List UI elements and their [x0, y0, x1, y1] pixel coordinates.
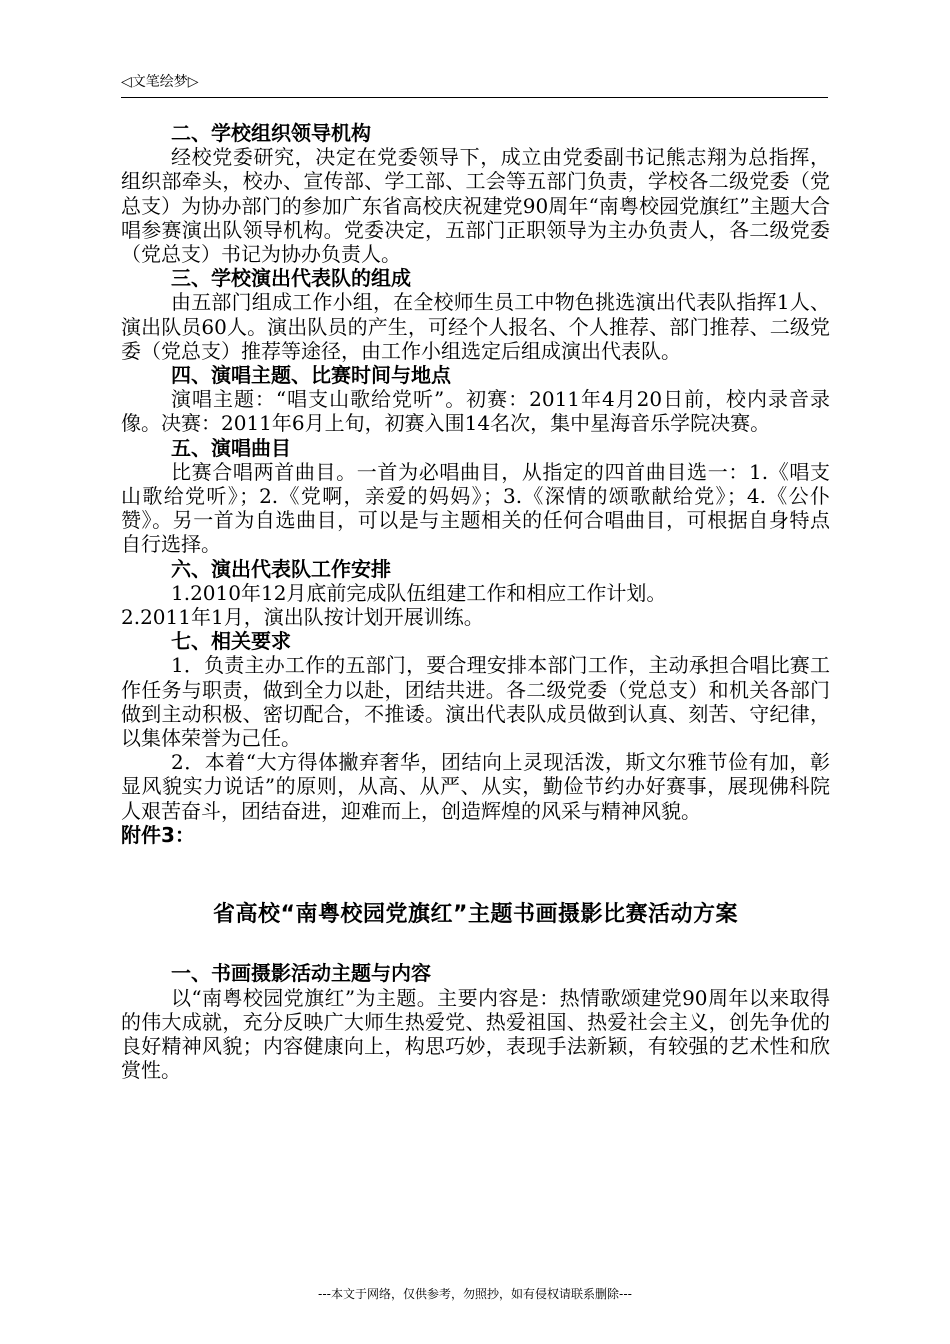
annex-title: 省高校“南粤校园党旗红”主题书画摄影比赛活动方案	[213, 902, 738, 928]
section-heading-songs: 五、演唱曲目	[171, 435, 291, 460]
page-header: ◁文笔绘梦▷	[121, 74, 199, 90]
section-heading-team: 三、学校演出代表队的组成	[171, 266, 411, 291]
header-divider	[121, 97, 828, 98]
document-body	[121, 121, 830, 1082]
section-heading-theme-time-place: 四、演唱主题、比赛时间与地点	[171, 363, 451, 388]
section-body-team: 由五部门组成工作小组，在全校师生员工中物色挑选演出代表队指挥1人、演出队员60人。演出队员的产生，可经个人报名、个人推荐、部门推荐、二级党委（党总支）推荐等途径，由工作小组选定后组成演出代表队。	[121, 290, 830, 363]
section-body-theme-time-place: 演唱主题：“唱支山歌给党听”。初赛：2011年4月20日前，校内录音录像。决赛：2011年6月上旬，初赛入围14名次，集中星海音乐学院决赛。	[121, 387, 830, 436]
section-heading-schedule: 六、演出代表队工作安排	[171, 556, 391, 581]
section-heading-organization: 二、学校组织领导机构	[171, 121, 371, 145]
section-heading-requirements: 七、相关要求	[171, 629, 291, 654]
page-footer: ---本文于网络，仅供参考，勿照抄，如有侵权请联系删除---	[318, 1287, 632, 1301]
annex-label: 附件3：	[121, 822, 195, 847]
schedule-item-1: 1.2010年12月底前完成队伍组建工作和相应工作计划。	[171, 580, 667, 605]
section-body-organization: 经校党委研究，决定在党委领导下，成立由党委副书记熊志翔为总指挥，组织部牵头，校办、宣传部、学工部、工会等五部门负责，学校各二级党委（党总支）为协办部门的参加广东省高校庆祝建党90周年“南粤校园党旗红”主题大合唱参赛演出队领导机构。党委决定，五部门正职领导为主办负责人，各二级党委（党总支）书记为协办负责人。	[121, 145, 830, 267]
section-body-songs: 比赛合唱两首曲目。一首为必唱曲目，从指定的四首曲目选一：1.《唱支山歌给党听》；2.《党啊，亲爱的妈妈》；3.《深情的颂歌献给党》；4.《公仆赞》。另一首为自选曲目，可以是与主题相关的任何合唱曲目，可根据自身特点自行选择。	[121, 459, 830, 557]
annex-section-body: 以“南粤校园党旗红”为主题。主要内容是：热情歌颂建党90周年以来取得的伟大成就，充分反映广大师生热爱党、热爱祖国、热爱社会主义，创先争优的良好精神风貌；内容健康向上，构思巧妙，表现手法新颖，有较强的艺术性和欣赏性。	[121, 985, 830, 1083]
schedule-item-2: 2.2011年1月，演出队按计划开展训练。	[121, 605, 484, 630]
annex-section-heading: 一、书画摄影活动主题与内容	[171, 961, 431, 986]
requirements-item-1: 1．负责主办工作的五部门，要合理安排本部门工作，主动承担合唱比赛工作任务与职责，做到全力以赴，团结共进。各二级党委（党总支）和机关各部门做到主动积极、密切配合，不推诿。演出代表队成员做到认真、刻苦、守纪律，以集体荣誉为己任。	[121, 653, 830, 751]
requirements-item-2: 2．本着“大方得体撇弃奢华，团结向上灵现活泼，斯文尔雅节俭有加，彰显风貌实力说话”的原则，从高、从严、从实，勤俭节约办好赛事，展现佛科院人艰苦奋斗，团结奋进，迎难而上，创造辉煌的风采与精神风貌。	[121, 750, 830, 823]
